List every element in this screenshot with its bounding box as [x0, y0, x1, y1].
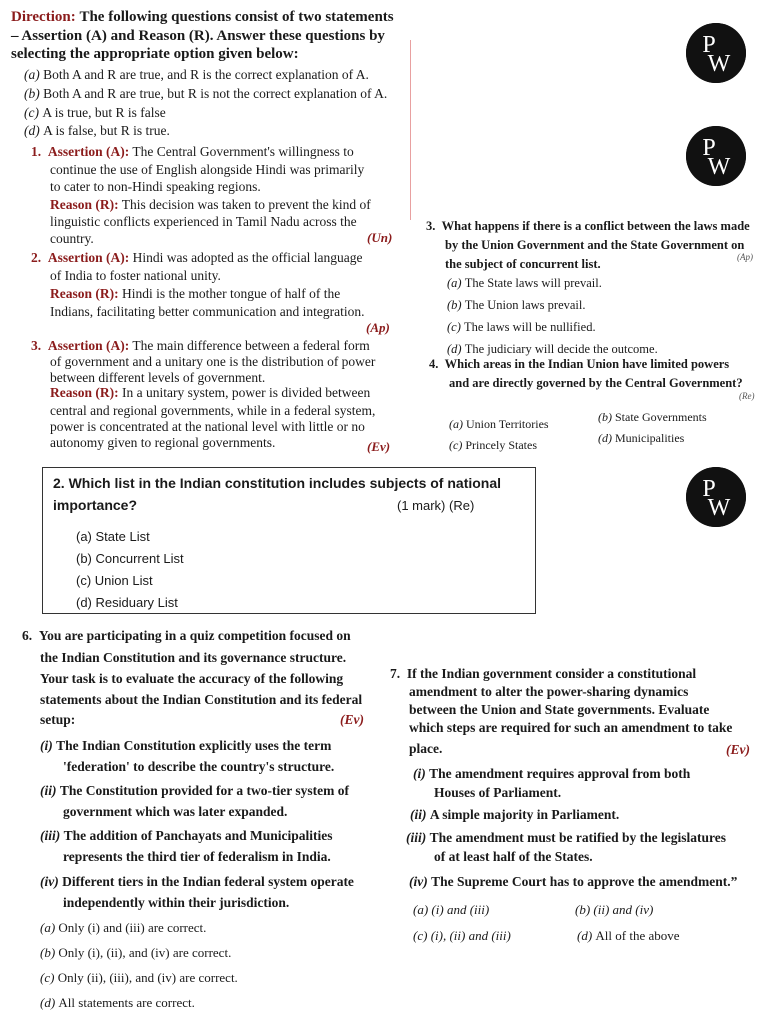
q6-statement: (iii) The addition of Panchayats and Municipalities [40, 828, 333, 843]
ar-text: linguistic conflicts experienced in Tamil Nadu across the [50, 214, 357, 229]
svg-text:P: P [702, 135, 716, 161]
q6-statement-cont: represents the third tier of federalism in India. [63, 849, 331, 864]
right-q3-line: the subject of concurrent list. [445, 257, 601, 271]
q7-statement: (iv) The Supreme Court has to approve the amendment.” [409, 874, 738, 889]
q7-line: place. [409, 741, 443, 756]
boxed-option: (c) Union List [76, 573, 153, 588]
q7-statement: (iii) The amendment must be ratified by the legislatures [406, 830, 726, 845]
right-q3-option: (a) The State laws will prevail. [447, 276, 602, 290]
pw-logo-icon [686, 23, 746, 83]
q7-statement: (ii) A simple majority in Parliament. [410, 807, 620, 822]
boxed-option: (b) Concurrent List [76, 551, 184, 566]
q7-option: (a) (i) and (iii) [413, 902, 490, 917]
q7-statement-cont: of at least half of the States. [434, 849, 593, 864]
tag: (Ev) [367, 439, 391, 454]
right-q4-option: (c) Princely States [449, 438, 537, 452]
tag: (Ev) [340, 712, 364, 727]
ar-text: between different levels of government. [50, 370, 266, 385]
direction-option: (c) A is true, but R is false [24, 105, 166, 120]
direction-option: (a) Both A and R are true, and R is the correct explanation of A. [24, 67, 369, 82]
q7-statement: (i) The amendment requires approval from both [413, 766, 691, 781]
boxed-question [42, 467, 536, 614]
tag: (Re) [739, 391, 755, 401]
right-q3-line: by the Union Government and the State Government on [445, 238, 745, 252]
direction-label: Direction: [11, 9, 76, 25]
boxed-option: (d) Residuary List [76, 595, 178, 610]
q6-option: (c) Only (ii), (iii), and (iv) are correct. [40, 970, 238, 985]
right-q4-option: (d) Municipalities [598, 431, 685, 445]
q6-statement-cont: 'federation' to describe the country's structure. [63, 759, 335, 774]
q6-option: (d) All statements are correct. [40, 995, 195, 1010]
q6-statement: (iv) Different tiers in the Indian federal system operate [40, 874, 354, 889]
svg-text:W: W [707, 495, 731, 521]
direction-line-1: Direction: The following questions consist of two statements [11, 9, 394, 25]
ar-text: continue the use of English alongside Hindi was primarily [50, 162, 365, 177]
right-q3-option: (d) The judiciary will decide the outcome. [447, 342, 658, 356]
ar-question-2-assertion: 2. Assertion (A): Hindi was adopted as the official language [31, 250, 363, 265]
direction-line-3: selecting the appropriate option given below: [11, 46, 299, 62]
q6-statement: (ii) The Constitution provided for a two-tier system of [40, 783, 349, 798]
pw-logo-icon [686, 467, 746, 527]
q6-line: setup: [40, 712, 76, 727]
q7-statement-cont: Houses of Parliament. [434, 785, 562, 800]
direction-line-2: – Assertion (A) and Reason (R). Answer these questions by [11, 28, 385, 44]
direction-option: (d) A is false, but R is true. [24, 123, 170, 138]
q6-statement-cont: independently within their jurisdiction. [63, 895, 290, 910]
svg-text:P: P [702, 32, 716, 58]
svg-text:W: W [707, 154, 731, 180]
boxed-question-line-1: 2. Which list in the Indian constitution includes subjects of national [53, 475, 502, 491]
margin-line [410, 40, 411, 220]
ar-text: country. [50, 231, 94, 246]
ar-text: central and regional governments, while in a federal system, [50, 403, 376, 418]
q7-line-1: 7. If the Indian government consider a constitutional [390, 666, 697, 681]
q6-line-1: 6. You are participating in a quiz competition focused on [22, 628, 351, 643]
ar-text: of India to foster national unity. [50, 268, 221, 283]
q6-line: Your task is to evaluate the accuracy of the following [40, 671, 344, 686]
svg-text:W: W [707, 51, 731, 77]
pw-logo [686, 467, 746, 527]
tag: (Ev) [726, 742, 750, 757]
boxed-question-line-2: importance? [53, 497, 138, 513]
ar-text: Indians, facilitating better communication and integration. [50, 304, 365, 319]
direction-option: (b) Both A and R are true, but R is not the correct explanation of A. [24, 86, 388, 101]
q6-option: (b) Only (i), (ii), and (iv) are correct. [40, 945, 232, 960]
ar-question-1-assertion: 1. Assertion (A): The Central Government's willingness to [31, 144, 354, 159]
ar-question-3-reason: Reason (R): In a unitary system, power is divided between [50, 385, 371, 400]
boxed-option: (a) State List [76, 529, 150, 544]
right-q3-line-1: 3. What happens if there is a conflict between the laws made [426, 219, 750, 233]
right-q4-line: and are directly governed by the Central Government? [449, 376, 743, 390]
pw-logo [686, 23, 746, 83]
ar-text: power is concentrated at the national level with little or no [50, 419, 365, 434]
q6-statement-cont: government which was later expanded. [63, 804, 288, 819]
ar-text: autonomy given to regional governments. [50, 435, 276, 450]
q6-statement: (i) The Indian Constitution explicitly uses the term [40, 738, 332, 753]
ar-question-3-assertion: 3. Assertion (A): The main difference between a federal form [31, 338, 370, 353]
right-q4-line-1: 4. Which areas in the Indian Union have limited powers [429, 357, 730, 371]
marks-label: (1 mark) (Re) [397, 498, 475, 513]
right-q4-option: (a) Union Territories [449, 417, 549, 431]
right-q3-option: (c) The laws will be nullified. [447, 320, 596, 334]
q6-option: (a) Only (i) and (iii) are correct. [40, 920, 207, 935]
q6-line: the Indian Constitution and its governance structure. [40, 650, 347, 665]
q6-line: statements about the Indian Constitution and its federal [40, 692, 363, 707]
ar-question-1-reason: Reason (R): This decision was taken to prevent the kind of [50, 197, 371, 212]
ar-question-2-reason: Reason (R): Hindi is the mother tongue of half of the [50, 286, 341, 301]
tag: (Ap) [366, 320, 390, 335]
pw-logo-icon [686, 126, 746, 186]
q7-option: (c) (i), (ii) and (iii) [413, 928, 511, 943]
tag: (Un) [367, 230, 393, 245]
q7-line: between the Union and State governments. Evaluate [409, 702, 710, 717]
svg-text:P: P [702, 476, 716, 502]
q7-line: which steps are required for such an amendment to take [409, 720, 733, 735]
ar-text: of government and a unitary one is the distribution of power [50, 354, 376, 369]
q7-option: (b) (ii) and (iv) [575, 902, 654, 917]
tag: (Ap) [737, 252, 753, 262]
ar-text: to cater to non-Hindi speaking regions. [50, 179, 261, 194]
q7-line: amendment to alter the power-sharing dynamics [409, 684, 689, 699]
q7-option: (d) All of the above [577, 928, 680, 943]
right-q3-option: (b) The Union laws prevail. [447, 298, 586, 312]
right-q4-option: (b) State Governments [598, 410, 707, 424]
pw-logo [686, 126, 746, 186]
